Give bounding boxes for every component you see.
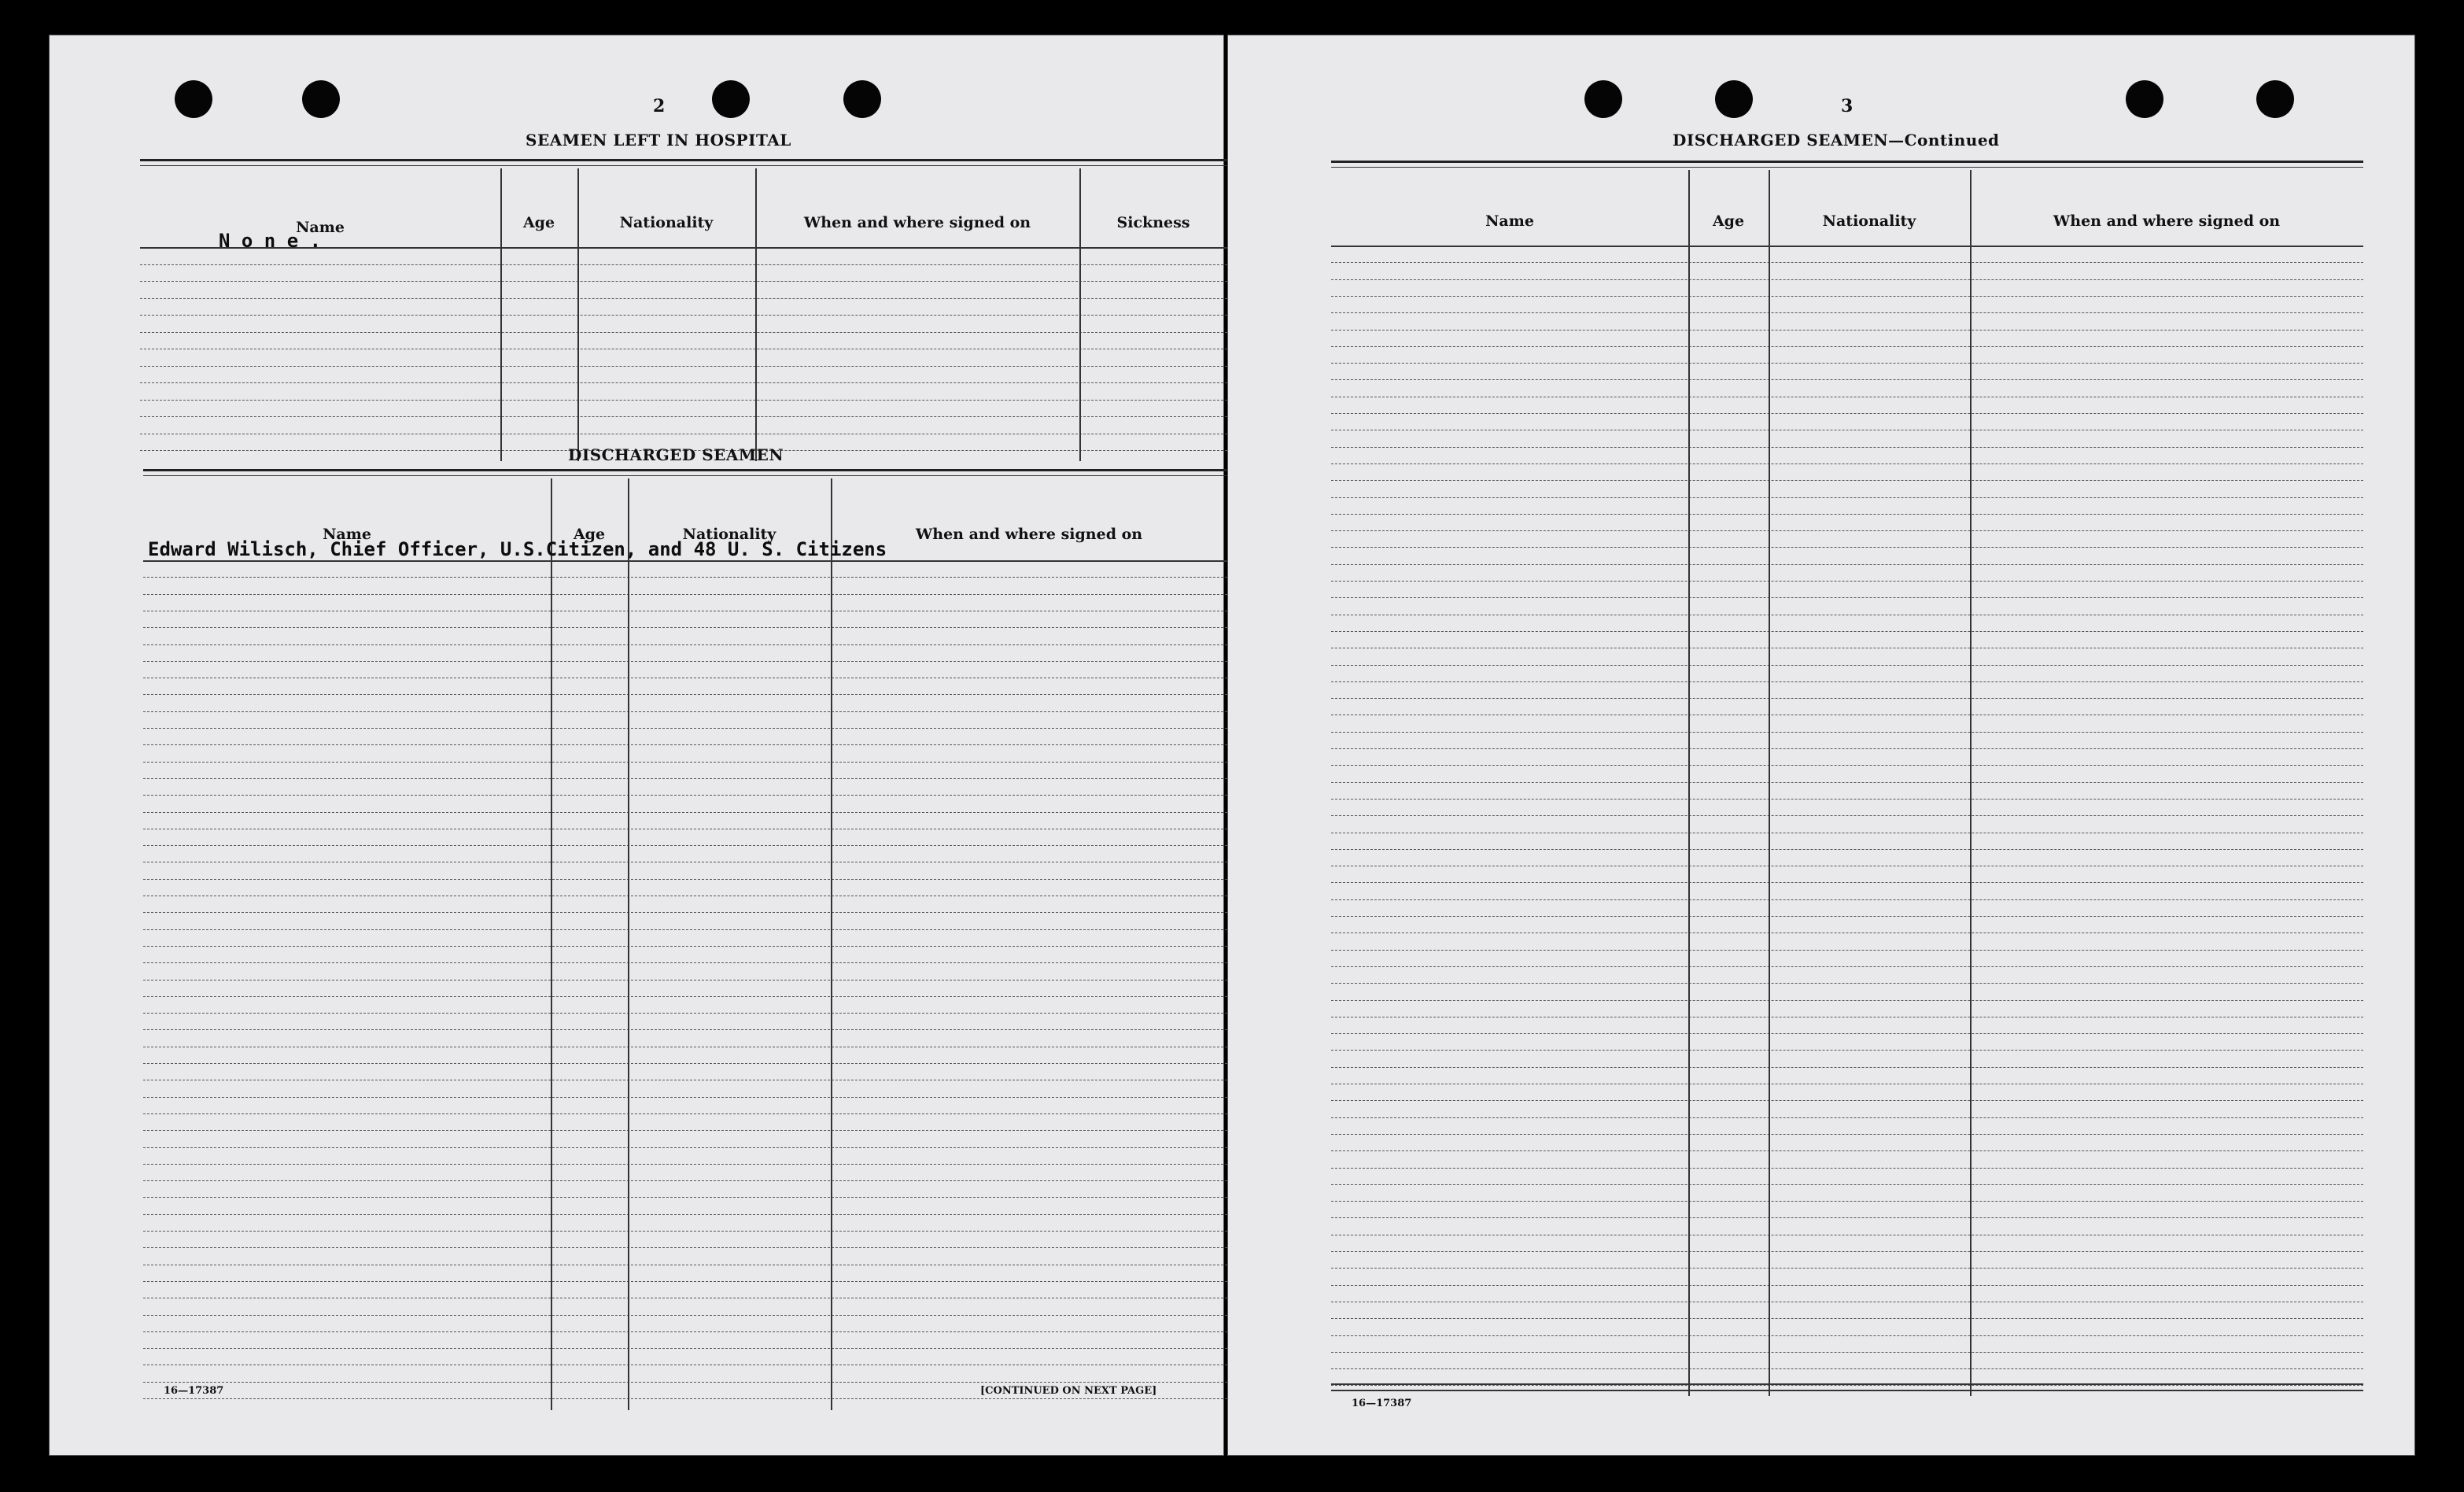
page-number: 3 (1841, 96, 1854, 116)
column-header-name: Name (296, 219, 345, 236)
column-header-signed-on: When and where signed on (915, 526, 1143, 543)
hospital-section-title: SEAMEN LEFT IN HOSPITAL (526, 131, 791, 150)
punch-hole (175, 80, 212, 118)
form-number: 16—17387 (1352, 1398, 1412, 1409)
column-header-age: Age (573, 526, 606, 543)
discharged-section-title: DISCHARGED SEAMEN (568, 445, 784, 464)
form-number: 16—17387 (164, 1385, 224, 1397)
bottom-rule (1331, 1390, 2363, 1391)
column-header-name: Name (323, 526, 371, 543)
column-header-nationality: Nationality (682, 526, 776, 543)
punch-hole (712, 80, 750, 118)
column-header-sickness: Sickness (1116, 214, 1190, 231)
column-header-name: Name (1485, 212, 1534, 230)
column-header-signed-on: When and where signed on (2053, 212, 2281, 230)
punch-hole (843, 80, 881, 118)
punch-hole (2256, 80, 2294, 118)
punch-hole (2126, 80, 2163, 118)
right-page (1227, 35, 2415, 1456)
discharged-continued-title: DISCHARGED SEAMEN—Continued (1673, 131, 2000, 150)
hospital-entry: N o n e . (219, 230, 322, 252)
hospital-table (140, 159, 1227, 461)
continued-note: [CONTINUED ON NEXT PAGE] (980, 1385, 1157, 1397)
discharged-entry: Edward Wilisch, Chief Officer, U.S.Citizen, and 48 U. S. Citizens (148, 538, 887, 560)
punch-hole (1584, 80, 1622, 118)
punch-hole (302, 80, 340, 118)
column-header-nationality: Nationality (619, 214, 714, 231)
column-header-signed-on: When and where signed on (803, 214, 1031, 231)
punch-hole (1715, 80, 1753, 118)
column-header-age: Age (522, 214, 555, 231)
column-header-nationality: Nationality (1822, 212, 1916, 230)
discharged-table (143, 469, 1227, 1410)
left-page (49, 35, 1224, 1456)
discharged-continued-table (1331, 161, 2363, 1396)
page-number: 2 (653, 96, 666, 116)
column-header-age: Age (1712, 212, 1745, 230)
bottom-rule (1331, 1383, 2363, 1385)
